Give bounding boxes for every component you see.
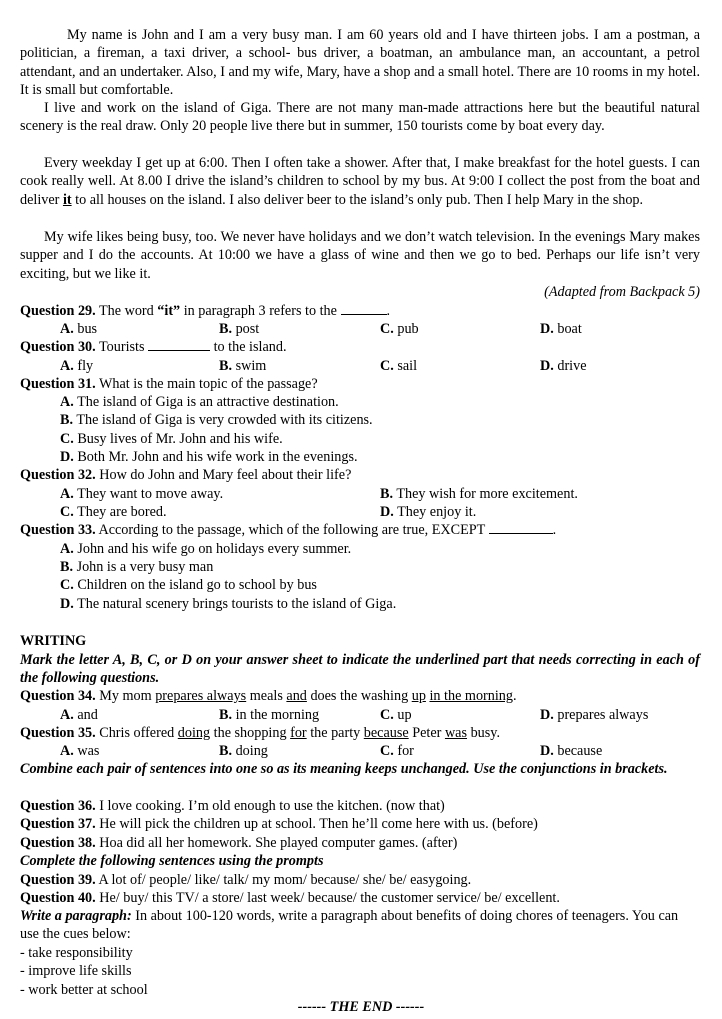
write-paragraph-task: Write a paragraph: In about 100-120 words, write a paragraph about benefits of doing chores of teenagers. You can use the cues below: <box>20 908 679 943</box>
answer-blank <box>148 338 210 351</box>
question-38: Question 38. Hoa did all her homework. She played computer games. (after) <box>20 835 458 851</box>
writing-instruction-2: Combine each pair of sentences into one so as its meaning keeps unchanged. Use the conjunctions in brackets. <box>20 761 668 777</box>
q34-option-a: A. and <box>60 707 98 723</box>
q29-option-d: D. boat <box>540 321 582 337</box>
q32-option-c: C. They are bored. <box>60 504 167 520</box>
cue-2: - improve life skills <box>20 963 132 979</box>
question-40: Question 40. He/ buy/ this TV/ a store/ last week/ because/ the customer service/ be/ excellent. <box>20 890 560 906</box>
question-37: Question 37. He will pick the children up at school. Then he’ll come here with us. (before) <box>20 816 538 832</box>
question-39: Question 39. A lot of/ people/ like/ talk/ my mom/ because/ she/ be/ easygoing. <box>20 872 472 888</box>
cue-1: - take responsibility <box>20 945 133 961</box>
writing-instruction-1: Mark the letter A, B, C, or D on your answer sheet to indicate the underlined part that needs correcting in each of the following questions. <box>20 652 700 687</box>
passage-source: (Adapted from Backpack 5) <box>544 284 700 300</box>
q30-option-b: B. swim <box>219 358 267 374</box>
q35-option-b: B. doing <box>219 743 268 759</box>
passage-paragraph-3: Every weekday I get up at 6:00. Then I often take a shower. After that, I make breakfast for the hotel guests. I can cook really well. At 8.00 I drive the island’s children to school by my bus. At 9:00 I collect the post from the boat and deliver it to all houses on the island. I also deliver beer to the island’s only pub. Then I help Mary in the shop. <box>20 155 700 208</box>
passage-paragraph-4: My wife likes being busy, too. We never have holidays and we don’t watch television. In the evenings Mary makes supper and I do the accounts. At 10:00 we have a glass of wine and then we go to bed. Perhaps our life isn’t very exciting, but we like it. <box>20 229 700 282</box>
q33-option-d: D. The natural scenery brings tourists to the island of Giga. <box>60 596 397 612</box>
q35-option-a: A. was <box>60 743 100 759</box>
question-35: Question 35. Chris offered doing the shopping for the party because Peter was busy. <box>20 725 500 741</box>
passage-paragraph-2: I live and work on the island of Giga. There are not many man-made attractions here but the beautiful natural scenery is the real draw. Only 20 people live there but in summer, 150 tourists come by boat every day. <box>20 100 700 135</box>
q35-option-d: D. because <box>540 743 603 759</box>
q32-option-a: A. They want to move away. <box>60 486 224 502</box>
question-30: Question 30. Tourists to the island. <box>20 339 287 355</box>
q33-option-b: B. John is a very busy man <box>60 559 214 575</box>
answer-blank <box>489 521 553 534</box>
q32-option-b: B. They wish for more excitement. <box>380 486 578 502</box>
question-34: Question 34. My mom prepares always meals and does the washing up in the morning. <box>20 688 517 704</box>
q34-option-b: B. in the morning <box>219 707 320 723</box>
q29-option-a: A. bus <box>60 321 98 337</box>
q31-option-c: C. Busy lives of Mr. John and his wife. <box>60 431 283 447</box>
q33-option-c: C. Children on the island go to school by bus <box>60 577 317 593</box>
question-32: Question 32. How do John and Mary feel about their life? <box>20 467 352 483</box>
question-29: Question 29. The word “it” in paragraph 3 refers to the . <box>20 303 391 319</box>
q33-option-a: A. John and his wife go on holidays every summer. <box>60 541 352 557</box>
q31-option-b: B. The island of Giga is very crowded with its citizens. <box>60 412 373 428</box>
q30-option-a: A. fly <box>60 358 94 374</box>
cue-3: - work better at school <box>20 982 148 998</box>
q31-option-a: A. The island of Giga is an attractive destination. <box>60 394 339 410</box>
q31-option-d: D. Both Mr. John and his wife work in the evenings. <box>60 449 358 465</box>
q30-option-d: D. drive <box>540 358 587 374</box>
the-end-footer: ------ THE END ------ <box>297 999 425 1015</box>
q32-option-d: D. They enjoy it. <box>380 504 477 520</box>
question-31: Question 31. What is the main topic of the passage? <box>20 376 318 392</box>
q30-option-c: C. sail <box>380 358 418 374</box>
question-33: Question 33. According to the passage, which of the following are true, EXCEPT . <box>20 522 557 538</box>
writing-heading: WRITING <box>20 633 87 649</box>
q29-option-b: B. post <box>219 321 260 337</box>
answer-blank <box>341 302 387 315</box>
q34-option-c: C. up <box>380 707 412 723</box>
q35-option-c: C. for <box>380 743 414 759</box>
passage-paragraph-1: My name is John and I am a very busy man. I am 60 years old and I have thirteen jobs. I am a postman, a politician, a fireman, a taxi driver, a school- bus driver, a boatman, an ambulance man, an accountant, a petrol attendant, and an undertaker. Also, I and my wife, Mary, have a shop and a small hotel. There are 10 rooms in my hotel. It is small but comfortable. <box>20 27 700 98</box>
q34-option-d: D. prepares always <box>540 707 649 723</box>
q29-option-c: C. pub <box>380 321 419 337</box>
underlined-it: it <box>62 191 72 208</box>
writing-instruction-3: Complete the following sentences using the prompts <box>20 853 324 869</box>
question-36: Question 36. I love cooking. I’m old enough to use the kitchen. (now that) <box>20 798 445 814</box>
